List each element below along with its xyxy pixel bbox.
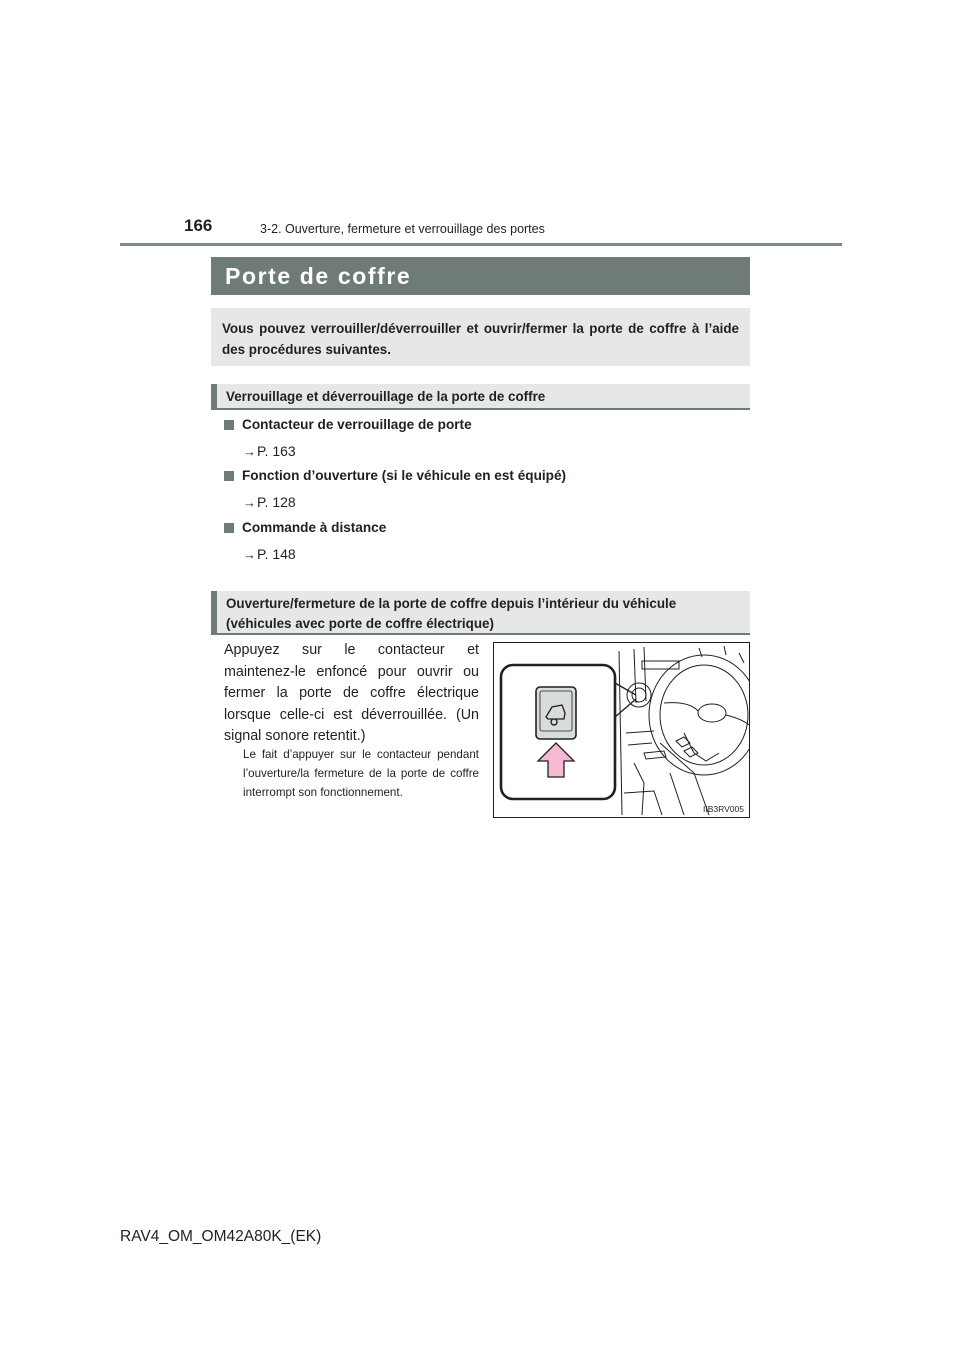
intro-box: Vous pouvez verrouiller/déverrouiller et ouvrir/fermer la porte de coffre à l’aide des procédures suivantes. xyxy=(211,308,750,366)
arrow-right-icon: → xyxy=(243,444,256,459)
section-heading-power-door: Ouverture/fermeture de la porte de coffre depuis l’intérieur du véhicule (véhicules avec porte de coffre électrique) xyxy=(211,591,750,635)
page-title: Porte de coffre xyxy=(211,257,750,295)
list-item-opener-function xyxy=(224,468,566,483)
page-number: 166 xyxy=(184,216,213,235)
reference-text: P. 163 xyxy=(257,443,296,459)
dashboard-switch-illustration xyxy=(493,642,750,818)
list-item-label: Contacteur de verrouillage de porte xyxy=(242,417,472,432)
note-paragraph: Le fait d’appuyer sur le contacteur pendant l’ouverture/la fermeture de la porte de coffre interrompt son fonctionnement. xyxy=(243,748,479,799)
dashboard-drawing xyxy=(494,643,749,817)
footer-model-code: RAV4_OM_OM42A80K_(EK) xyxy=(120,1228,322,1245)
square-bullet-icon xyxy=(224,420,234,430)
header-divider xyxy=(120,243,842,246)
list-item-remote-control xyxy=(224,520,386,535)
page-reference-link[interactable] xyxy=(243,546,296,562)
reference-text: P. 148 xyxy=(257,546,296,562)
page-reference-link[interactable] xyxy=(243,494,296,510)
square-bullet-icon xyxy=(224,471,234,481)
list-item-label: Commande à distance xyxy=(242,520,387,535)
list-item-label: Fonction d’ouverture (si le véhicule en est équipé) xyxy=(242,468,567,483)
reference-text: P. 128 xyxy=(257,494,296,510)
square-bullet-icon xyxy=(224,523,234,533)
arrow-right-icon: → xyxy=(243,547,256,562)
list-item-door-lock-switch xyxy=(224,417,472,432)
section-heading-lock: Verrouillage et déverrouillage de la porte de coffre xyxy=(211,384,750,410)
arrow-right-icon: → xyxy=(243,495,256,510)
page-reference-link[interactable] xyxy=(243,443,296,459)
section-breadcrumb: 3-2. Ouverture, fermeture et verrouillage des portes xyxy=(260,222,545,236)
figure-code: IIB3RV005 xyxy=(703,804,744,814)
instruction-paragraph: Appuyez sur le contacteur et maintenez-le enfoncé pour ouvrir ou fermer la porte de coffre électrique lorsque celle-ci est déverrouillée. (Un signal sonore retentit.) xyxy=(224,642,479,744)
